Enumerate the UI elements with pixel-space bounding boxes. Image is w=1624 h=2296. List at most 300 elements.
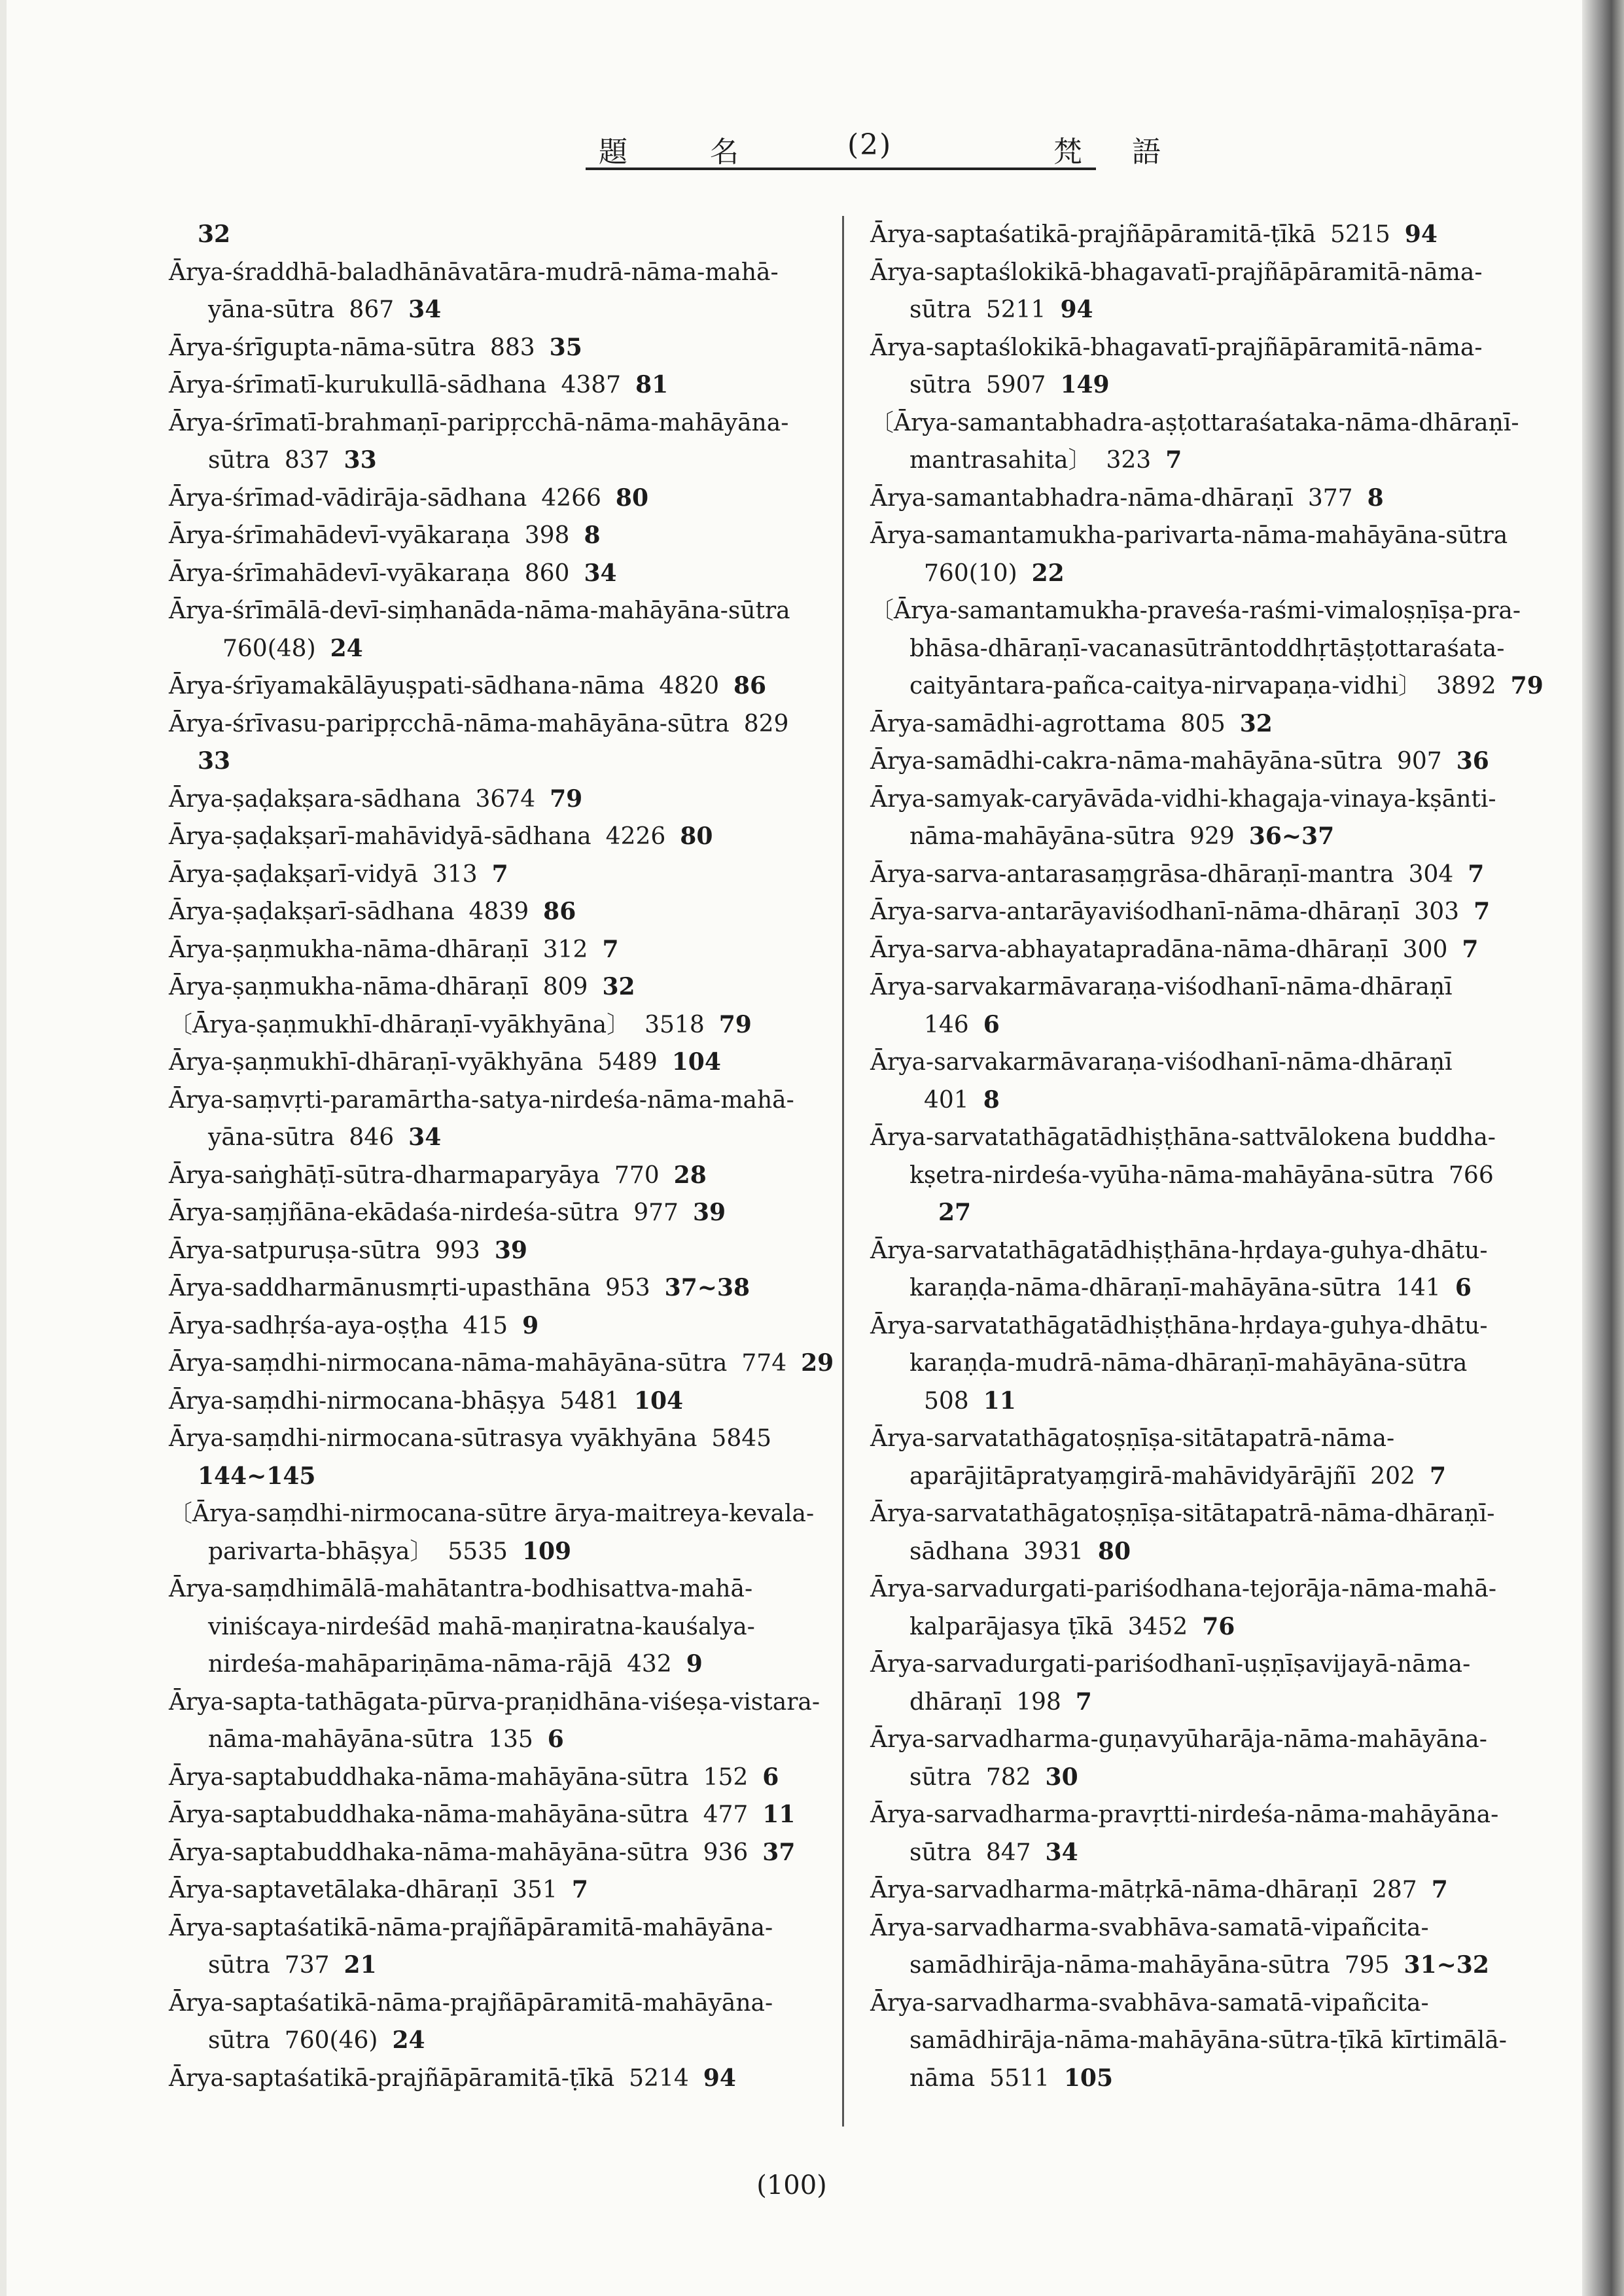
- entry-page-reference: 7: [1431, 1876, 1448, 1903]
- entry-title: Ārya-saṅghāṭī-sūtra-dharmaparyāya: [169, 1161, 600, 1189]
- entry-title: sūtra: [909, 1839, 972, 1866]
- entry-catalog-number: 837: [284, 447, 330, 474]
- entry-title: Ārya-saṃdhi-nirmocana-sūtrasya vyākhyāna: [169, 1425, 697, 1452]
- entry-title: Ārya-saptaśatikā-nāma-prajñāpāramitā-mahāyāna-: [169, 1914, 773, 1941]
- index-entry-line: [169, 1721, 823, 1759]
- entry-title: Ārya-sarva-abhayatapradāna-nāma-dhāraṇī: [870, 936, 1388, 963]
- index-entry-line: [169, 1533, 823, 1571]
- entry-page-reference: 11: [983, 1386, 1016, 1415]
- entry-title: yāna-sūtra: [208, 296, 335, 323]
- entry-catalog-number: 5481: [559, 1387, 620, 1415]
- index-entry-line: [169, 743, 823, 781]
- index-entry-line: [169, 366, 823, 404]
- entry-page-reference: 32: [198, 221, 231, 248]
- entry-catalog-number: 5215: [1330, 221, 1390, 248]
- entry-catalog-number: 477: [703, 1801, 749, 1828]
- index-entry-line: [169, 291, 823, 329]
- entry-page-reference: 37: [762, 1838, 796, 1866]
- entry-page-reference: 34: [408, 1123, 442, 1151]
- entry-title: Ārya-saṃdhi-nirmocana-nāma-mahāyāna-sūtra: [169, 1350, 728, 1377]
- index-entry-line: [870, 1834, 1544, 1872]
- entry-page-reference: 29: [801, 1349, 834, 1377]
- entry-page-reference: 7: [1075, 1687, 1092, 1716]
- entry-page-reference: 105: [1063, 2064, 1114, 2092]
- entry-title: sūtra: [909, 1763, 972, 1791]
- index-entry-line: [870, 254, 1544, 292]
- entry-page-reference: 94: [1404, 221, 1438, 248]
- entry-title: sūtra: [909, 372, 972, 398]
- index-entry-line: [169, 480, 823, 518]
- index-entry-line: [169, 216, 823, 254]
- index-entry-line: [169, 1495, 823, 1533]
- entry-title: Ārya-samādhi-cakra-nāma-mahāyāna-sūtra: [870, 748, 1383, 775]
- entry-catalog-number: 432: [626, 1651, 672, 1678]
- entry-title: Ārya-śrīmatī-brahmaṇī-paripṛcchā-nāma-mahāyāna-: [169, 409, 789, 436]
- index-entry-line: [169, 1570, 823, 1608]
- index-entry-line: [870, 1345, 1544, 1383]
- entry-page-reference: 9: [522, 1311, 539, 1339]
- entry-page-reference: 6: [1455, 1274, 1472, 1301]
- entry-title: Ārya-sarvatathāgatādhiṣṭhāna-hṛdaya-guhya-dhātu-: [870, 1237, 1488, 1264]
- entry-title: caityāntara-pañca-caitya-nirvapaṇa-vidhi〕: [909, 673, 1422, 699]
- index-entry-line: [169, 329, 823, 367]
- entry-page-reference: 8: [584, 521, 601, 549]
- index-entry-line: [169, 931, 823, 969]
- entry-title: Ārya-ṣaṇmukha-nāma-dhāraṇī: [169, 936, 529, 963]
- entry-catalog-number: 3518: [644, 1011, 705, 1038]
- entry-catalog-number: 5511: [989, 2064, 1050, 2092]
- page-right-edge-shadow: [1582, 0, 1624, 2296]
- entry-catalog-number: 847: [985, 1839, 1031, 1866]
- entry-title: Ārya-śrīgupta-nāma-sūtra: [169, 334, 476, 361]
- entry-catalog-number: 312: [542, 936, 588, 963]
- entry-catalog-number: 323: [1106, 447, 1152, 474]
- index-entry-line: [870, 1646, 1544, 1684]
- entry-title: Ārya-śrīmad-vādirāja-sādhana: [169, 484, 527, 512]
- entry-title: Ārya-samantamukha-parivarta-nāma-mahāyāna-sūtra: [870, 522, 1508, 549]
- entry-title: Ārya-sarvakarmāvaraṇa-viśodhanī-nāma-dhāraṇī: [870, 974, 1453, 1000]
- index-entry-line: [169, 1985, 823, 2022]
- index-entry-line: [169, 1006, 823, 1044]
- entry-title: 〔Ārya-saṃdhi-nirmocana-sūtre ārya-maitreya-kevala-: [169, 1500, 815, 1527]
- index-entry-line: [169, 1383, 823, 1421]
- entry-page-reference: 28: [673, 1161, 707, 1189]
- entry-title: Ārya-saddharmānusmṛti-upasthāna: [169, 1275, 591, 1301]
- entry-title: Ārya-sarvadharma-svabhāva-samatā-vipañcita-: [870, 1989, 1429, 2017]
- right-column: [870, 216, 1544, 2097]
- entry-title: Ārya-śrīmatī-kurukullā-sādhana: [169, 372, 547, 398]
- index-entry-line: [169, 1044, 823, 1082]
- index-entry-line: [870, 1383, 1544, 1421]
- entry-catalog-number: 415: [463, 1312, 508, 1339]
- index-entry-line: [169, 1871, 823, 1909]
- entry-page-reference: 104: [671, 1048, 721, 1076]
- index-entry-line: [169, 1834, 823, 1872]
- entry-title: Ārya-ṣaḍakṣarī-mahāvidyā-sādhana: [169, 823, 591, 850]
- entry-title: karaṇḍa-mudrā-nāma-dhāraṇī-mahāyāna-sūtra: [909, 1350, 1468, 1377]
- index-entry-line: [870, 1533, 1544, 1571]
- entry-title: Ārya-samādhi-agrottama: [870, 710, 1167, 737]
- entry-page-reference: 39: [494, 1236, 527, 1264]
- entry-title: Ārya-ṣaṇmukha-nāma-dhāraṇī: [169, 974, 529, 1000]
- entry-title: kalparājasya ṭīkā: [909, 1613, 1114, 1640]
- entry-page-reference: 33: [198, 747, 231, 775]
- index-entry-line: [870, 329, 1544, 367]
- index-entry-line: [870, 1269, 1544, 1307]
- entry-title: nāma-mahāyāna-sūtra: [208, 1726, 474, 1753]
- index-entry-line: [870, 630, 1544, 668]
- entry-catalog-number: 760(48): [222, 635, 316, 662]
- entry-page-reference: 80: [1097, 1537, 1131, 1565]
- left-column: [169, 216, 834, 2097]
- entry-page-reference: 7: [1429, 1462, 1447, 1490]
- index-entry-line: [169, 1684, 823, 1722]
- entry-page-reference: 7: [1462, 935, 1479, 963]
- entry-catalog-number: 313: [432, 860, 478, 888]
- entry-title: sūtra: [208, 1952, 270, 1979]
- entry-title: Ārya-samyak-caryāvāda-vidhi-khagaja-vinaya-kṣānti-: [870, 785, 1496, 813]
- entry-title: nāma: [909, 2064, 976, 2092]
- index-entry-line: [870, 1684, 1544, 1722]
- entry-catalog-number: 5214: [629, 2064, 689, 2092]
- column-divider: [842, 216, 844, 2127]
- entry-title: sūtra: [208, 2027, 270, 2054]
- entry-catalog-number: 805: [1180, 710, 1226, 737]
- entry-title: sūtra: [909, 296, 972, 323]
- index-entry-line: [870, 1759, 1544, 1797]
- index-entry-line: [169, 1157, 823, 1195]
- index-entry-line: [169, 555, 823, 593]
- index-entry-line: [169, 1458, 823, 1496]
- entry-title: kṣetra-nirdeśa-vyūha-nāma-mahāyāna-sūtra: [909, 1161, 1435, 1189]
- entry-title: Ārya-saptabuddhaka-nāma-mahāyāna-sūtra: [169, 1839, 689, 1866]
- index-entry-line: [169, 968, 823, 1006]
- entry-title: bhāsa-dhāraṇī-vacanasūtrāntoddhṛtāṣṭottaraśata-: [909, 635, 1505, 662]
- entry-catalog-number: 4820: [659, 673, 719, 699]
- header-section: (2): [847, 128, 892, 162]
- index-entry-line: [870, 1947, 1544, 1985]
- entry-catalog-number: 5907: [985, 372, 1046, 398]
- index-entry-line: [169, 254, 823, 292]
- entry-catalog-number: 867: [349, 296, 395, 323]
- index-entry-line: [870, 743, 1544, 781]
- entry-page-reference: 36: [1456, 747, 1489, 775]
- entry-catalog-number: 737: [284, 1952, 330, 1979]
- entry-catalog-number: 3892: [1436, 673, 1496, 699]
- entry-title: Ārya-sarvakarmāvaraṇa-viśodhanī-nāma-dhāraṇī: [870, 1049, 1453, 1076]
- entry-title: Ārya-śrīvasu-paripṛcchā-nāma-mahāyāna-sūtra: [169, 710, 730, 737]
- entry-title: Ārya-sapta-tathāgata-pūrva-praṇidhāna-viśeṣa-vistara-: [169, 1688, 821, 1716]
- entry-title: Ārya-sarvatathāgatādhiṣṭhāna-sattvālokena buddha-: [870, 1124, 1496, 1151]
- entry-catalog-number: 929: [1190, 823, 1235, 850]
- page-header: 題 名 (2) 梵 語: [586, 128, 1096, 170]
- index-entry-line: [169, 592, 823, 630]
- entry-title: 〔Ārya-samantamukha-praveśa-raśmi-vimaloṣṇīṣa-pra-: [870, 597, 1521, 624]
- entry-catalog-number: 993: [435, 1237, 480, 1264]
- header-title: 題: [599, 135, 629, 169]
- index-entry-line: [870, 931, 1544, 969]
- index-entry-line: [870, 1721, 1544, 1759]
- entry-title: Ārya-sarvatathāgatādhiṣṭhāna-hṛdaya-guhya-dhātu-: [870, 1312, 1488, 1339]
- index-entry-line: [870, 1119, 1544, 1157]
- index-entry-line: [169, 893, 823, 931]
- index-entry-line: [870, 1985, 1544, 2022]
- index-entry-line: [870, 1570, 1544, 1608]
- index-entry-line: [870, 555, 1544, 593]
- entry-title: yāna-sūtra: [208, 1124, 335, 1151]
- index-entry-line: [870, 216, 1544, 254]
- entry-catalog-number: 977: [633, 1199, 679, 1226]
- entry-page-reference: 80: [680, 822, 713, 850]
- index-entry-line: [870, 1796, 1544, 1834]
- entry-catalog-number: 829: [743, 710, 789, 737]
- entry-title: Ārya-śrīmahādevī-vyākaraṇa: [169, 559, 510, 587]
- entry-page-reference: 144~145: [198, 1462, 316, 1490]
- entry-title: Ārya-saptabuddhaka-nāma-mahāyāna-sūtra: [169, 1763, 689, 1791]
- index-entry-line: [870, 517, 1544, 555]
- index-entry-line: [870, 366, 1544, 404]
- entry-title: Ārya-ṣaḍakṣara-sādhana: [169, 785, 461, 813]
- entry-title: Ārya-satpuruṣa-sūtra: [169, 1237, 421, 1264]
- entry-title: Ārya-saptaśatikā-prajñāpāramitā-ṭīkā: [169, 2064, 615, 2092]
- entry-title: sādhana: [909, 1538, 1010, 1565]
- entry-catalog-number: 300: [1402, 936, 1448, 963]
- entry-page-reference: 32: [602, 973, 635, 1000]
- entry-page-reference: 79: [550, 785, 583, 813]
- index-entry-line: [169, 442, 823, 480]
- entry-catalog-number: 760(10): [924, 559, 1017, 587]
- entry-title: Ārya-sarva-antarasaṃgrāsa-dhāraṇī-mantra: [870, 860, 1394, 888]
- entry-catalog-number: 4266: [541, 484, 601, 512]
- index-entry-line: [169, 1269, 823, 1307]
- entry-title: nirdeśa-mahāpariṇāma-nāma-rājā: [208, 1651, 612, 1678]
- entry-title: Ārya-sarvatathāgatoṣṇīṣa-sitātapatrā-nāma-: [870, 1425, 1395, 1452]
- entry-page-reference: 8: [983, 1086, 1000, 1114]
- entry-catalog-number: 4839: [468, 898, 529, 925]
- entry-page-reference: 7: [491, 860, 508, 888]
- entry-catalog-number: 782: [985, 1763, 1031, 1791]
- entry-catalog-number: 5211: [985, 296, 1046, 323]
- index-entry-line: [169, 1345, 834, 1383]
- entry-catalog-number: 846: [349, 1124, 395, 1151]
- entry-title: Ārya-saptaśatikā-prajñāpāramitā-ṭīkā: [870, 221, 1316, 248]
- entry-catalog-number: 5535: [448, 1538, 508, 1565]
- entry-page-reference: 6: [762, 1763, 779, 1791]
- entry-catalog-number: 3931: [1023, 1538, 1084, 1565]
- header-title-2: 名: [710, 135, 740, 169]
- entry-catalog-number: 3452: [1127, 1613, 1188, 1640]
- entry-catalog-number: 198: [1016, 1688, 1061, 1716]
- index-entry-line: [870, 480, 1544, 518]
- entry-page-reference: 109: [521, 1537, 572, 1565]
- entry-catalog-number: 774: [741, 1350, 787, 1377]
- index-entry-line: [870, 2022, 1544, 2060]
- index-entry-line: [169, 856, 823, 894]
- entry-catalog-number: 766: [1449, 1161, 1494, 1189]
- entry-page-reference: 36~37: [1248, 822, 1335, 850]
- entry-catalog-number: 398: [524, 522, 570, 549]
- entry-title: Ārya-saptavetālaka-dhāraṇī: [169, 1877, 499, 1903]
- index-entry-line: [870, 2060, 1544, 2098]
- index-entry-line: [870, 1909, 1544, 1947]
- entry-page-reference: 30: [1045, 1763, 1078, 1791]
- entry-title: nāma-mahāyāna-sūtra: [909, 823, 1176, 850]
- entry-page-reference: 34: [408, 296, 442, 323]
- entry-title: Ārya-sarvadharma-pravṛtti-nirdeśa-nāma-mahāyāna-: [870, 1801, 1499, 1828]
- index-entry-line: [169, 630, 823, 668]
- entry-page-reference: 79: [718, 1010, 752, 1038]
- index-entry-line: [870, 291, 1544, 329]
- entry-catalog-number: 5489: [597, 1049, 658, 1076]
- entry-page-reference: 24: [330, 634, 363, 662]
- entry-catalog-number: 760(46): [284, 2027, 378, 2054]
- entry-page-reference: 7: [602, 935, 619, 963]
- index-entry-line: [169, 781, 823, 819]
- entry-page-reference: 32: [1239, 709, 1273, 737]
- index-entry-line: [169, 1759, 823, 1797]
- entry-page-reference: 27: [938, 1199, 972, 1226]
- entry-page-reference: 7: [1165, 446, 1182, 474]
- entry-catalog-number: 5845: [711, 1425, 772, 1452]
- index-entry-line: [169, 404, 823, 442]
- entry-catalog-number: 152: [703, 1763, 749, 1791]
- entry-catalog-number: 770: [614, 1161, 660, 1189]
- index-entry-line: [870, 1495, 1544, 1533]
- index-entry-line: [870, 893, 1544, 931]
- entry-title: Ārya-ṣaḍakṣarī-sādhana: [169, 898, 455, 925]
- entry-title: parivarta-bhāṣya〕: [208, 1538, 434, 1565]
- entry-page-reference: 79: [1510, 672, 1544, 699]
- entry-title: Ārya-sarvadharma-guṇavyūharāja-nāma-mahāyāna-: [870, 1726, 1487, 1753]
- index-entry-line: [169, 2022, 823, 2060]
- entry-page-reference: 37~38: [664, 1274, 750, 1301]
- index-entry-line: [870, 781, 1544, 819]
- index-entry-line: [169, 1119, 823, 1157]
- entry-page-reference: 39: [692, 1199, 726, 1226]
- index-entry-line: [169, 1194, 823, 1232]
- entry-page-reference: 81: [635, 371, 669, 398]
- entry-title: Ārya-śrīyamakālāyuṣpati-sādhana-nāma: [169, 673, 645, 699]
- index-entry-line: [870, 1194, 1544, 1232]
- index-entry-line: [169, 1909, 823, 1947]
- entry-title: viniścaya-nirdeśād mahā-maṇiratna-kauśalya-: [208, 1613, 755, 1640]
- entry-page-reference: 21: [344, 1951, 377, 1979]
- index-entry-line: [169, 1082, 823, 1120]
- entry-catalog-number: 4387: [561, 372, 622, 398]
- entry-title: Ārya-sarvadharma-mātṛkā-nāma-dhāraṇī: [870, 1877, 1358, 1903]
- entry-title: Ārya-saptaślokikā-bhagavatī-prajñāpāramitā-nāma-: [870, 258, 1483, 286]
- entry-title: mantrasahita〕: [909, 447, 1092, 474]
- entry-catalog-number: 508: [924, 1387, 969, 1415]
- entry-catalog-number: 377: [1307, 484, 1353, 512]
- entry-title: Ārya-saṃdhi-nirmocana-bhāṣya: [169, 1387, 546, 1415]
- entry-catalog-number: 883: [489, 334, 535, 361]
- index-entry-line: [870, 1608, 1544, 1646]
- entry-catalog-number: 304: [1408, 860, 1454, 888]
- index-entry-line: [169, 818, 823, 856]
- entry-title: Ārya-samantabhadra-nāma-dhāraṇī: [870, 484, 1294, 512]
- entry-catalog-number: 287: [1371, 1877, 1417, 1903]
- index-entry-line: [870, 1006, 1544, 1044]
- entry-catalog-number: 809: [542, 974, 588, 1000]
- entry-catalog-number: 141: [1396, 1275, 1441, 1301]
- entry-catalog-number: 907: [1396, 748, 1442, 775]
- index-entry-line: [870, 705, 1544, 743]
- entry-catalog-number: 795: [1344, 1952, 1390, 1979]
- entry-title: Ārya-saṃdhimālā-mahātantra-bodhisattva-mahā-: [169, 1576, 753, 1602]
- index-entry-line: [169, 2060, 823, 2098]
- index-entry-line: [169, 1947, 823, 1985]
- entry-page-reference: 86: [733, 672, 767, 699]
- index-entry-line: [870, 1044, 1544, 1082]
- entry-title: sūtra: [208, 447, 270, 474]
- entry-page-reference: 9: [686, 1650, 703, 1678]
- entry-title: Ārya-saṃjñāna-ekādaśa-nirdeśa-sūtra: [169, 1199, 620, 1226]
- entry-page-reference: 24: [392, 2026, 425, 2054]
- index-entry-line: [169, 667, 823, 705]
- entry-page-reference: 7: [1468, 860, 1485, 888]
- entry-catalog-number: 202: [1370, 1462, 1415, 1490]
- entry-catalog-number: 4226: [605, 823, 666, 850]
- entry-title: 〔Ārya-ṣaṇmukhī-dhāraṇī-vyākhyāna〕: [169, 1011, 631, 1038]
- entry-title: karaṇḍa-nāma-dhāraṇī-mahāyāna-sūtra: [909, 1275, 1382, 1301]
- index-entry-line: [870, 856, 1544, 894]
- entry-title: aparājitāpratyaṃgirā-mahāvidyārājñī: [909, 1462, 1356, 1490]
- entry-page-reference: 31~32: [1403, 1951, 1489, 1979]
- entry-page-reference: 34: [1045, 1838, 1078, 1866]
- index-entry-line: [870, 592, 1544, 630]
- index-entry-line: [169, 517, 823, 555]
- index-entry-line: [169, 1232, 823, 1270]
- entry-title: Ārya-sarvadurgati-pariśodhana-tejorāja-nāma-mahā-: [870, 1576, 1496, 1602]
- index-entry-line: [870, 968, 1544, 1006]
- entry-page-reference: 11: [762, 1801, 796, 1828]
- index-entry-line: [169, 1307, 823, 1345]
- entry-page-reference: 104: [633, 1386, 684, 1415]
- entry-title: dhāraṇī: [909, 1688, 1002, 1716]
- entry-catalog-number: 401: [924, 1086, 969, 1114]
- entry-title: Ārya-sarva-antarāyaviśodhanī-nāma-dhāraṇī: [870, 898, 1400, 925]
- entry-title: Ārya-saṃvṛti-paramārtha-satya-nirdeśa-nāma-mahā-: [169, 1086, 794, 1114]
- entry-page-reference: 35: [549, 333, 582, 361]
- entry-title: samādhirāja-nāma-mahāyāna-sūtra-ṭīkā kīrtimālā-: [909, 2027, 1507, 2054]
- entry-title: Ārya-śrīmālā-devī-siṃhanāda-nāma-mahāyāna-sūtra: [169, 597, 790, 624]
- entry-title: Ārya-sarvatathāgatoṣṇīṣa-sitātapatrā-nāma-dhāraṇī-: [870, 1500, 1495, 1527]
- entry-page-reference: 7: [1474, 898, 1491, 925]
- entry-catalog-number: 860: [524, 559, 570, 587]
- entry-title: samādhirāja-nāma-mahāyāna-sūtra: [909, 1952, 1330, 1979]
- entry-title: Ārya-sadhṛśa-aya-oṣṭha: [169, 1312, 449, 1339]
- entry-title: Ārya-saptabuddhaka-nāma-mahāyāna-sūtra: [169, 1801, 689, 1828]
- entry-page-reference: 6: [983, 1010, 1000, 1038]
- index-entry-line: [870, 818, 1544, 856]
- entry-title: Ārya-ṣaḍakṣarī-vidyā: [169, 860, 418, 888]
- entry-catalog-number: 135: [488, 1726, 533, 1753]
- index-entry-line: [870, 667, 1544, 705]
- entry-catalog-number: 936: [703, 1839, 749, 1866]
- index-entry-line: [870, 1232, 1544, 1270]
- index-entry-line: [870, 1307, 1544, 1345]
- entry-page-reference: 6: [547, 1725, 564, 1753]
- page-number: (100): [756, 2170, 827, 2200]
- entry-title: Ārya-śraddhā-baladhānāvatāra-mudrā-nāma-mahā-: [169, 258, 779, 286]
- index-entry-line: [169, 1420, 823, 1458]
- entry-page-reference: 33: [344, 446, 377, 474]
- entry-catalog-number: 303: [1414, 898, 1460, 925]
- index-entry-line: [169, 1796, 823, 1834]
- entry-page-reference: 149: [1060, 371, 1110, 398]
- entry-page-reference: 34: [584, 559, 617, 587]
